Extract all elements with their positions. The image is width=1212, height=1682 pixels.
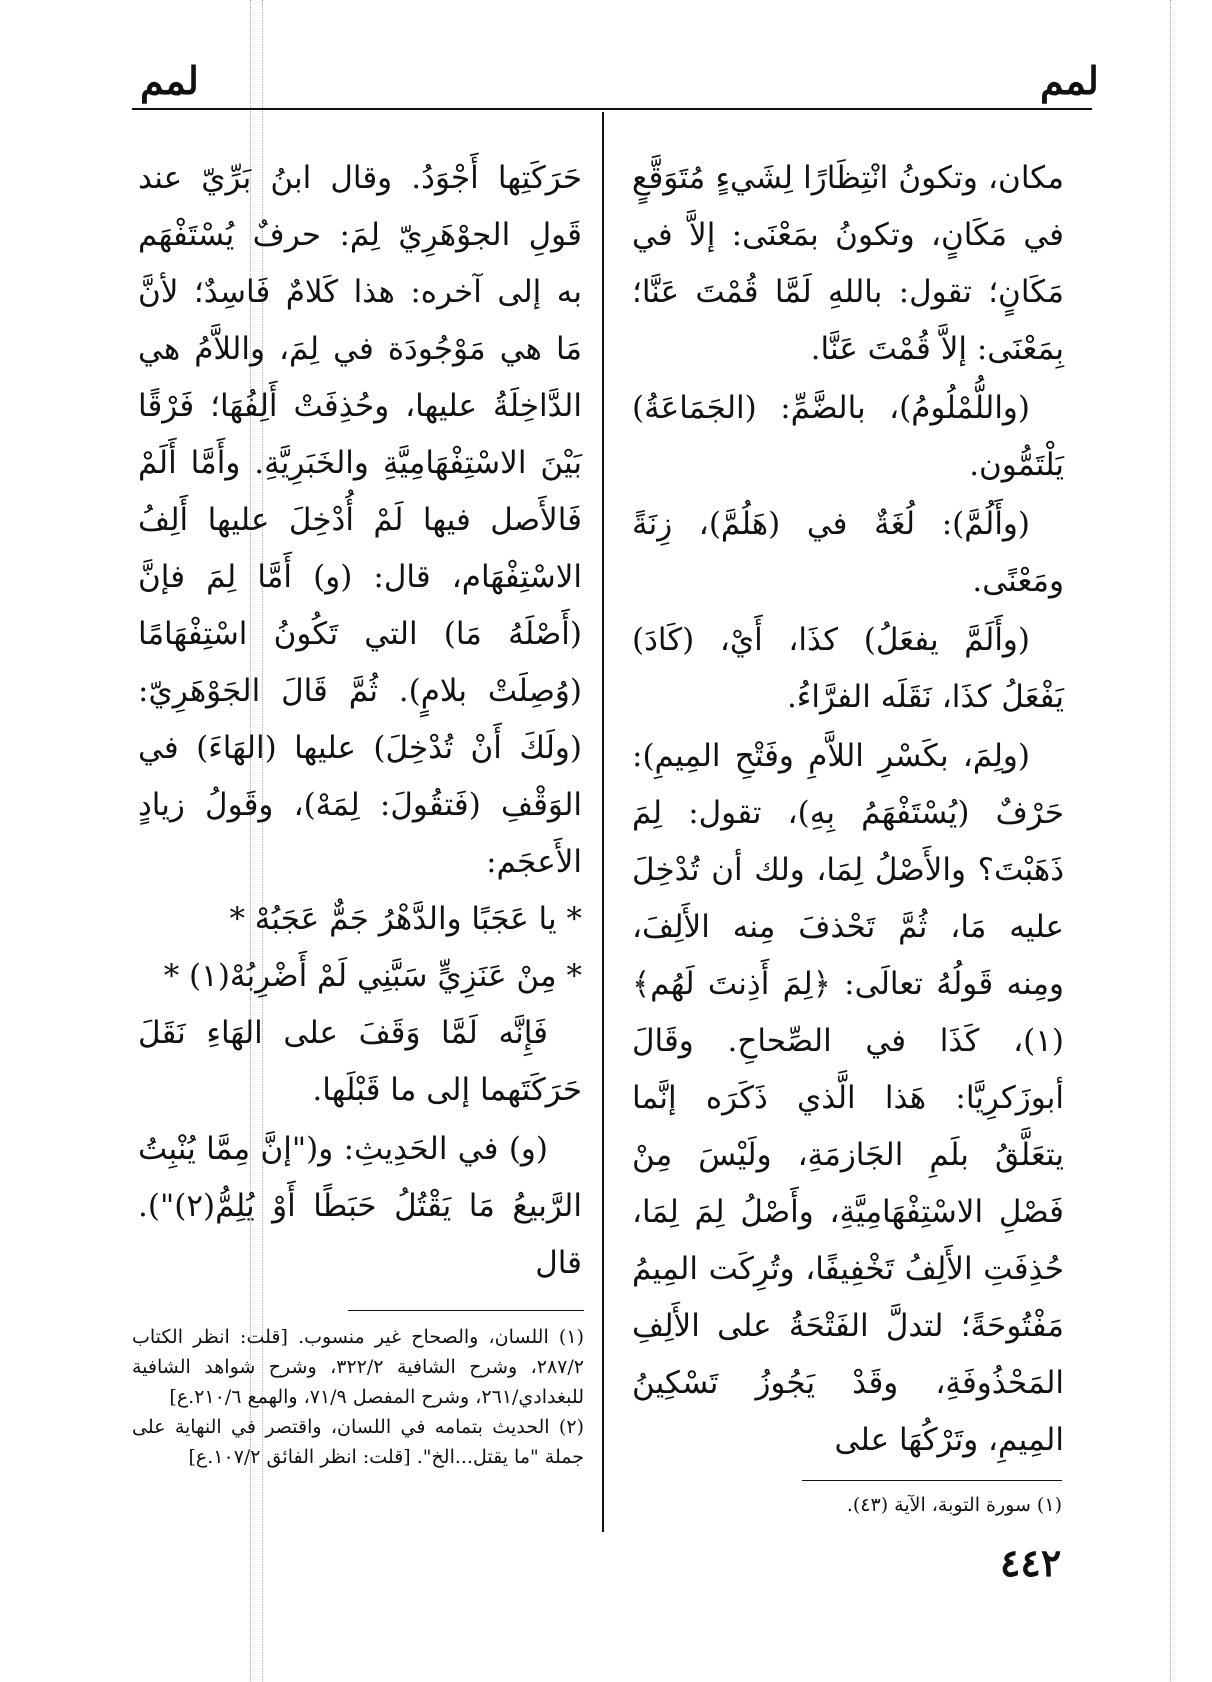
paragraph: (وأَلُمَّ): لُغَةٌ في (هَلُمَّ)، زِنَةً ومَعْنًى. bbox=[632, 506, 1064, 599]
column-divider bbox=[602, 112, 604, 1532]
footnote-rule-right bbox=[802, 1480, 1062, 1481]
paragraph: مكان، وتكونُ انْتِظَارًا لِشَيءٍ مُتَوَقَّعٍ في مَكَانٍ، وتكونُ بمَعْنَى: إلاَّ في مَكَانٍ؛ تقول: باللهِ لَمَّا قُمْتَ عَنَّا؛ بِمَعْنَى: إلاَّ قُمْتَ عَنَّا. bbox=[632, 160, 1064, 367]
paragraph: حَرَكَتِها أَجْوَدُ. وقال ابنُ بَرِّيّ عند قَولِ الجوْهَرِيّ لِمَ: حرفٌ يُسْتَفْهَم به إلى آخره: هذا كَلامٌ فَاسِدٌ؛ لأنَّ مَا هي مَوْجُودَة في لِمَ، واللاَّمُ هي الدَّاخِلَةُ عليها، وحُذِفَتْ أَلِفُهَا؛ فَرْقًا بَيْنَ الاسْتِفْهَامِيَّةِ والخَبَرِيَّةِ. وأَمَّا أَلَمْ فَالأَصل فيها لَمْ أُدْخِلَ عليها أَلِفُ الاسْتِفْهَام، قال: (و) أَمَّا لِمَ فإنَّ (أَصْلَهُ مَا) التي تَكُونُ اسْتِفْهَامًا (وُصِلَتْ بلامٍ). ثُمَّ قَالَ الجَوْهَرِيّ: (ولَكَ أَنْ تُدْخِلَ) عليها (الهَاءَ) في الوَقْفِ (فَتقُولَ: لِمَهْ)، وقَولُ زيادٍ الأَعجَم: bbox=[138, 160, 582, 880]
footnote-rule-left bbox=[348, 1310, 584, 1311]
right-column bbox=[632, 150, 1064, 1469]
verse-line: * يا عَجَبًا والدَّهْرُ جَمٌّ عَجَبُهْ * bbox=[229, 901, 582, 937]
footnotes-left bbox=[132, 1322, 584, 1472]
header-keyword-left: لمم bbox=[140, 58, 199, 103]
paragraph: (واللُّمْلُومُ)، بالضَّمِّ: (الجَمَاعَةُ) يَلْتَمُّون. bbox=[632, 390, 1064, 483]
verse-line: * مِنْ عَنَزِيٍّ سَبَّنِي لَمْ أَضْرِبُهْ(١) * bbox=[163, 958, 582, 994]
left-column bbox=[138, 150, 582, 1292]
page-number: ٤٤٢ bbox=[1000, 1540, 1062, 1585]
header-rule bbox=[132, 108, 1092, 110]
footnote: (٢) الحديث بتمامه في اللسان، واقتصر في النهاية على جملة "ما يقتل...الخ". [قلت: انظر الفائق ١٠٧/٢.ع] bbox=[132, 1416, 584, 1468]
header-keyword-right: لمم bbox=[1040, 58, 1099, 103]
scan-guide-line bbox=[1170, 0, 1171, 1682]
paragraph: فَإِنَّه لَمَّا وَقَفَ على الهَاءِ نَقَلَ حَرَكَتَهما إلى ما قَبْلَها. bbox=[138, 1015, 582, 1108]
paragraph: (و) في الحَدِيثِ: و("إنَّ مِمَّا يُنْبِتُ الرَّبيعُ مَا يَقْتُلُ حَبَطًا أَوْ يُلِمُّ(٢)"). قال bbox=[138, 1131, 582, 1281]
paragraph: (وأَلَمَّ يفعَلُ) كذَا، أَيْ، (كَادَ) يَفْعَلُ كذَا، نَقَلَه الفرَّاءُ. bbox=[632, 622, 1064, 715]
footnotes-right bbox=[802, 1490, 1062, 1520]
footnote: (١) سورة التوبة، الآية (٤٣). bbox=[846, 1494, 1062, 1516]
paragraph: (ولِمَ، بكَسْرِ اللاَّمِ وفَتْحِ المِيمِ): حَرْفٌ (يُسْتَفْهَمُ بِهِ)، تقول: لِمَ ذَهَبْتَ؟ والأَصْلُ لِمَا، ولك أن تُدْخِلَ عليه مَا، ثُمَّ تَحْذفَ مِنه الأَلِفَ، ومِنه قَولُهُ تعالَى: ﴿لِمَ أَذِنتَ لَهُم﴾(١)، كَذَا في الصِّحاحِ. وقَالَ أبوزَكرِيَّا: هَذا الَّذي ذَكَرَه إنَّما يتعَلَّقُ بلَمِ الجَازمَةِ، ولَيْسَ مِنْ فَصْلِ الاسْتِفْهَامِيَّةِ، وأَصْلُ لِمَ لِمَا، حُذِفَتِ الأَلِفُ تَخْفِيفًا، وتُرِكَت المِيمُ مَفْتُوحَةً؛ لتدلَّ الفَتْحَةُ على الأَلِفِ المَحْذُوفَةِ، وقَدْ يَجُوزُ تَسْكِينُ المِيمِ، وتَرْكُهَا على bbox=[632, 738, 1064, 1458]
footnote: (١) اللسان، والصحاح غير منسوب. [قلت: انظر الكتاب ٢٨٧/٢، وشرح الشافية ٣٢٢/٢، وشرح شواهد الشافية للبغدادي/٢٦١، وشرح المفصل ٧١/٩، والهمع ٢١٠/٦.ع] bbox=[132, 1326, 584, 1408]
